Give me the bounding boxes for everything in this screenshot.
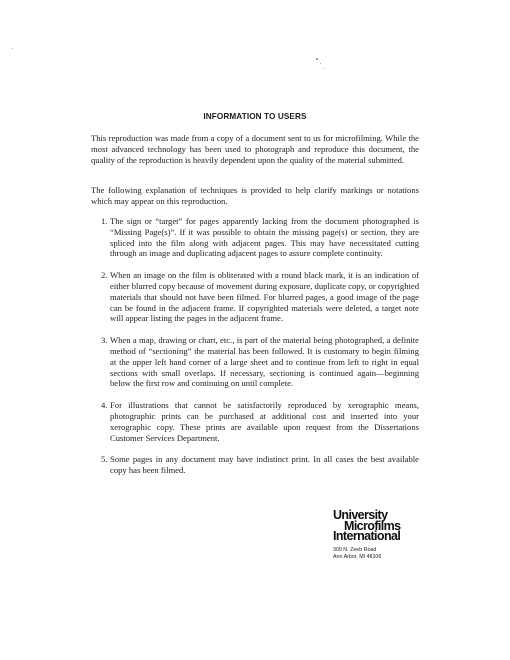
list-item-text: When an image on the film is obliterated with a round black mark, it is an indication of either blurred copy because of movement during exposure, duplicate copy, or copyrighted materials that should not have been filmed. For blurred pages, a good image of the page can be found in the adjacent frame. If copyrighted materials were deleted, a target note will appear listing the pages in the adjacent frame. [110, 270, 419, 324]
scan-speck [320, 63, 321, 64]
list-item [101, 270, 419, 324]
page-title: INFORMATION TO USERS [203, 112, 307, 121]
list-item [101, 216, 419, 259]
logo-line-3: International [333, 529, 401, 543]
company-logo [333, 510, 401, 542]
list-item-text: When a map, drawing or chart, etc., is part of the material being photographed, a definite method of “sectioning” the material has been followed. It is customary to begin filming at the upper left hand corner of a large sheet and to continue from left to right in equal sections with small overlaps. If necessary, sectioning is continued again—beginning below the first row and continuing on until complete. [110, 335, 419, 389]
logo-line-2: Microfilms [344, 518, 401, 533]
scan-speck [324, 68, 325, 69]
list-item-number: 1. [101, 216, 108, 226]
numbered-list [101, 216, 419, 476]
list-item-text: The sign or “target” for pages apparently lacking from the document photographed is “Missing Page(s)”. If it was possible to obtain the missing page(s) or section, they are spliced into the film along with adjacent pages. This may have necessitated cutting through an image and duplicating adjacent pages to assure complete continuity. [110, 216, 419, 259]
list-item-number: 3. [101, 335, 108, 346]
intro-paragraph: This reproduction was made from a copy of a document sent to us for microfilming. While the most advanced technology has been used to photograph and reproduce this document, the quality of the reproduction is heavily dependent upon the quality of the material submitted. [91, 133, 419, 165]
list-item-text: For illustrations that cannot be satisfactorily reproduced by xerographic means, photographic prints can be purchased at additional cost and inserted into your xerographic copy. These prints are available upon request from the Dissertations Customer Services Department. [110, 400, 419, 443]
address-line-2: Ann Arbor, MI 48106 [333, 553, 382, 560]
address-line-1: 300 N. Zeeb Road [333, 547, 377, 553]
explanation-paragraph: The following explanation of techniques is provided to help clarify markings or notations which may appear on this reproduction. [91, 185, 419, 206]
list-item [101, 400, 419, 443]
scan-speck [316, 58, 318, 60]
list-item-number: 5. [101, 454, 108, 465]
list-item-text: Some pages in any document may have indistinct print. In all cases the best available copy has been filmed. [110, 454, 419, 476]
list-item [101, 454, 419, 476]
company-address [333, 547, 381, 560]
scan-speck [12, 48, 13, 49]
list-item-number: 4. [101, 400, 108, 411]
logo-line-1: University [333, 508, 388, 522]
list-item [101, 335, 419, 389]
list-item-number: 2. [101, 270, 108, 281]
